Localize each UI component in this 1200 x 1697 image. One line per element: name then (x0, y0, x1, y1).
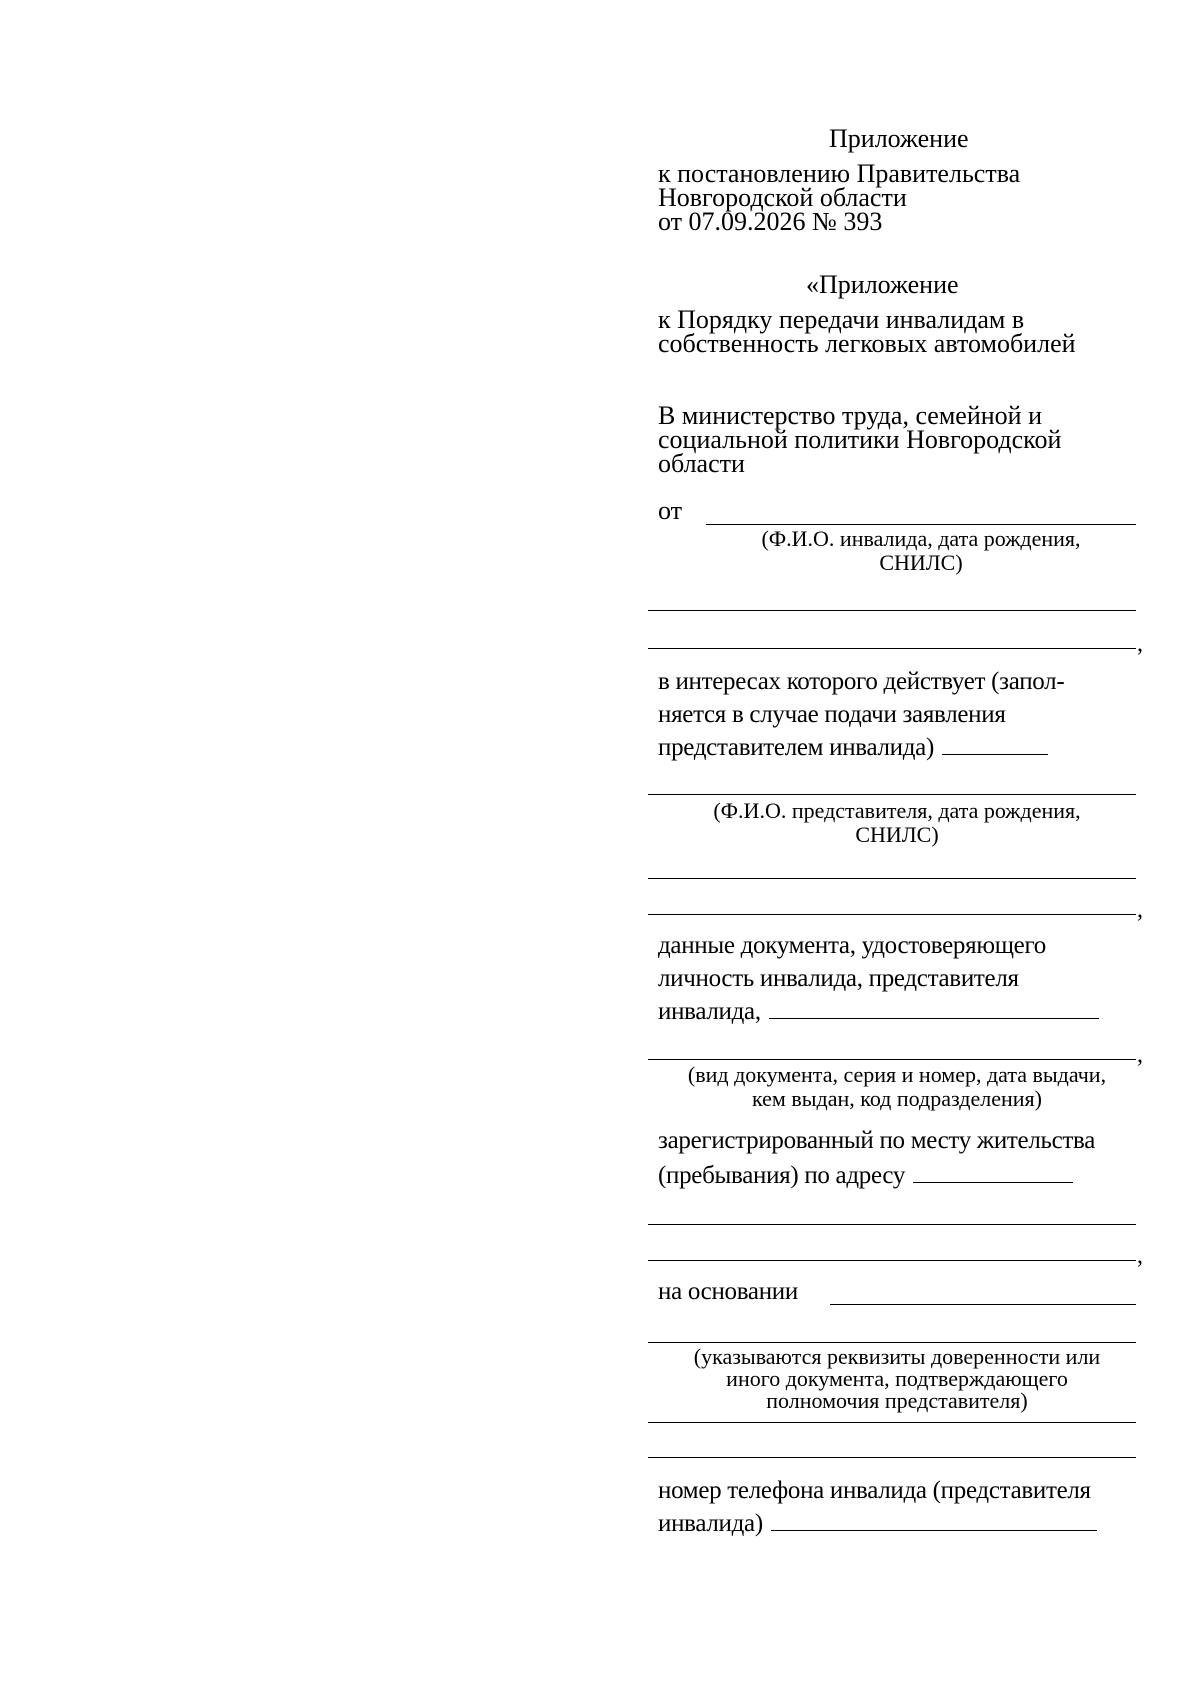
from-label: от (658, 496, 683, 525)
representative-line-3-text: представителем инвалида) (658, 734, 934, 761)
from-name-line (706, 524, 1136, 525)
from-line-2 (648, 610, 1136, 611)
representative-line-3-blank (648, 914, 1136, 915)
document-details-line (648, 1059, 1136, 1060)
resolution-line-1: к постановлению Правительства (658, 159, 1021, 188)
representative-name-line (648, 794, 1136, 795)
address-line-blank-2 (648, 1260, 1136, 1261)
addressee-line-3: области (658, 449, 745, 478)
resolution-line-2: Новгородской области (658, 183, 907, 212)
basis-line-1 (830, 1304, 1136, 1305)
from-caption-line-1: (Ф.И.О. инвалида, дата рождения, (761, 526, 1081, 551)
addressee-line-2: социальной политики Новгородской (658, 425, 1062, 454)
document-line-2: личность инвалида, представителя (658, 965, 1019, 992)
comma-1: , (1137, 631, 1143, 657)
basis-caption-line-3: полномочия представителя) (766, 1388, 1028, 1413)
representative-line-3 (658, 731, 1048, 764)
basis-line-4 (648, 1457, 1136, 1458)
from-line-3 (648, 648, 1136, 649)
document-inline-blank (769, 996, 1099, 1019)
basis-label: на основании (658, 1278, 798, 1305)
address-line-2-text: (пребывания) по адресу (658, 1162, 906, 1189)
representative-line-2-blank (648, 878, 1136, 879)
phone-inline-blank (771, 1508, 1097, 1531)
basis-line-2 (648, 1342, 1136, 1343)
representative-caption-line-2: СНИЛС) (855, 822, 939, 847)
appendix-title: Приложение (829, 124, 969, 153)
annex-line-1: к Порядку передачи инвалидам в (658, 305, 1025, 334)
document-line-3 (658, 995, 1099, 1028)
annex-title: «Приложение (806, 270, 959, 299)
phone-line-1: номер телефона инвалида (представителя (658, 1477, 1091, 1504)
address-inline-blank (913, 1160, 1073, 1183)
basis-line-3 (648, 1422, 1136, 1423)
resolution-line-3: от 07.09.2026 № 393 (658, 207, 883, 236)
document-line-3-text: инвалида, (658, 998, 761, 1025)
document-line-1: данные документа, удостоверяющего (658, 932, 1046, 959)
basis-caption-line-2: иного документа, подтверждающего (726, 1366, 1068, 1391)
address-line-2 (658, 1159, 1073, 1192)
representative-caption-line-1: (Ф.И.О. представителя, дата рождения, (713, 798, 1081, 823)
comma-2: , (1137, 897, 1143, 923)
comma-4: , (1137, 1243, 1143, 1269)
phone-line-2-text: инвалида) (658, 1510, 763, 1537)
representative-inline-blank (942, 732, 1048, 755)
representative-line-2: няется в случае подачи заявления (658, 701, 1006, 728)
document-caption-line-2: кем выдан, код подразделения) (752, 1086, 1042, 1111)
annex-line-2: собственность легковых автомобилей (658, 329, 1076, 358)
addressee-line-1: В министерство труда, семейной и (658, 401, 1042, 430)
representative-line-1: в интересах которого действует (запол- (658, 668, 1065, 695)
address-line-1: зарегистрированный по месту жительства (658, 1127, 1096, 1154)
address-line-blank-1 (648, 1224, 1136, 1225)
basis-caption-line-1: (указываются реквизиты доверенности или (693, 1344, 1101, 1369)
comma-3: , (1137, 1042, 1143, 1068)
phone-line-2 (658, 1507, 1097, 1540)
document-caption-line-1: (вид документа, серия и номер, дата выдачи, (687, 1062, 1107, 1087)
from-caption-line-2: СНИЛС) (879, 550, 963, 575)
